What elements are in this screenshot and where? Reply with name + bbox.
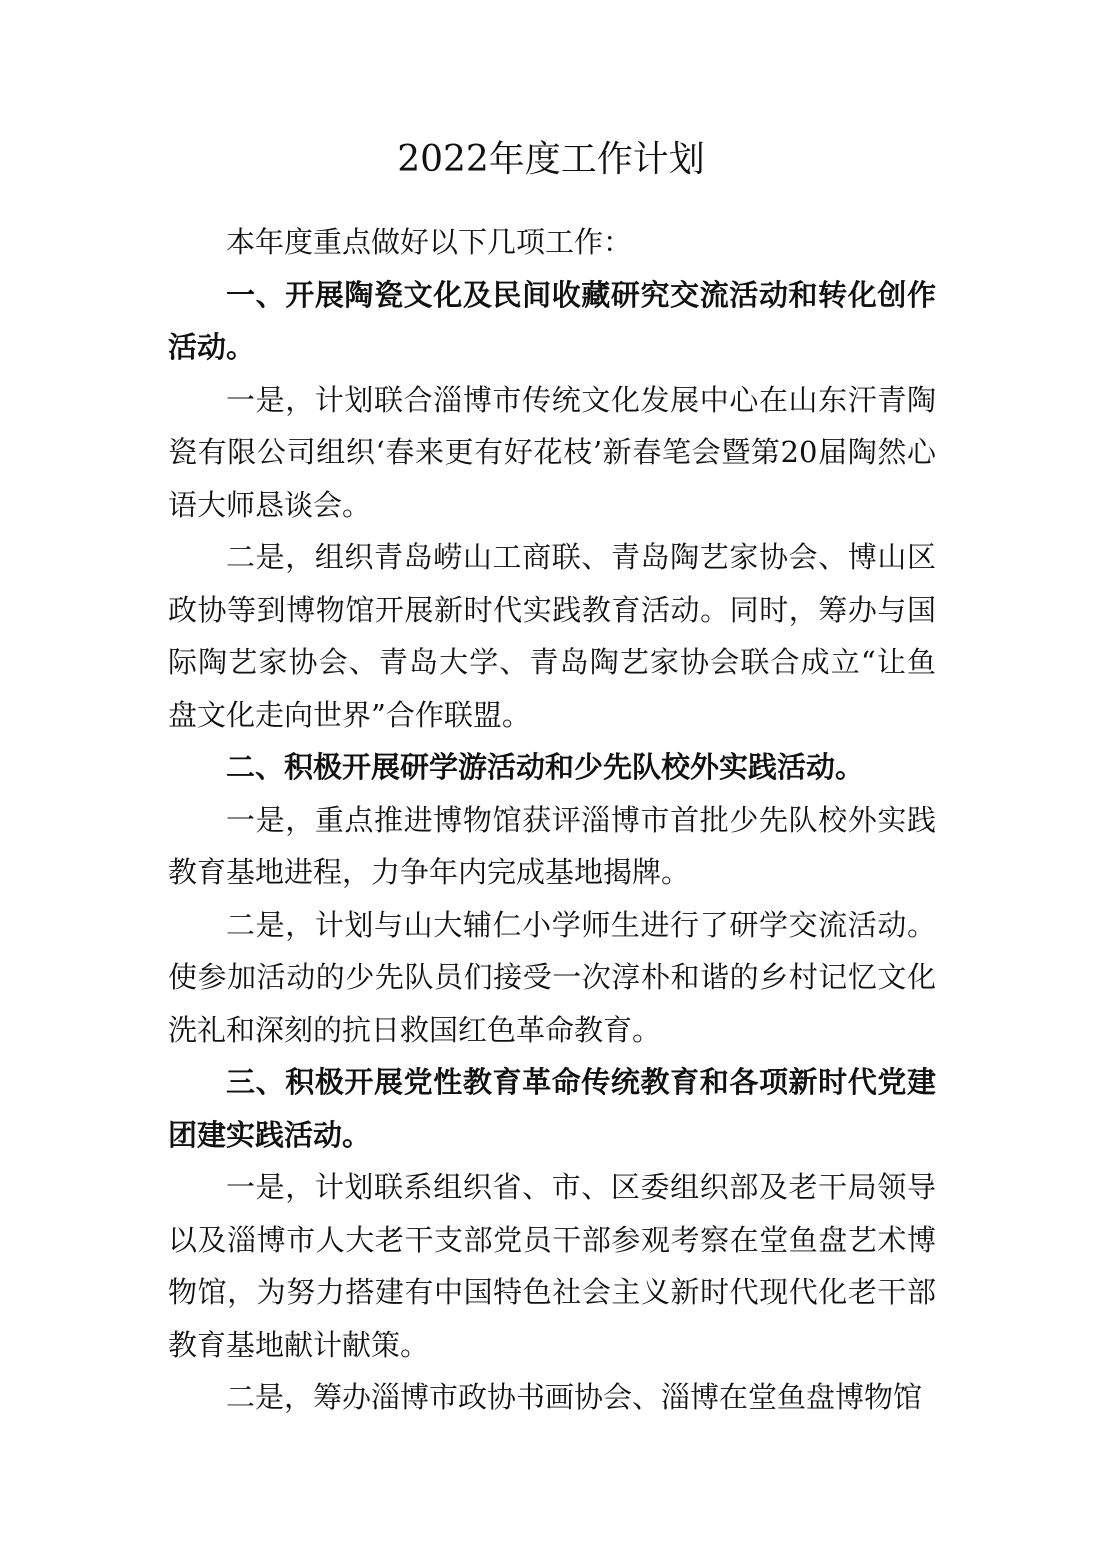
- section-heading-3: 三、积极开展党性教育革命传统教育和各项新时代党建团建实践活动。: [168, 1065, 936, 1152]
- section-heading-2: 二、积极开展研学游活动和少先队校外实践活动。: [226, 750, 865, 784]
- body-paragraph: 一是，计划联系组织省、市、区委组织部及老干局领导以及淄博市人大老干支部党员干部参观考察在堂鱼盘艺术博物馆，为努力搭建有中国特色社会主义新时代现代化老干部教育基地献计献策。: [168, 1170, 936, 1362]
- body-paragraph: 二是，组织青岛崂山工商联、青岛陶艺家协会、博山区政协等到博物馆开展新时代实践教育活动。同时，筹办与国际陶艺家协会、青岛大学、青岛陶艺家协会联合成立“让鱼盘文化走向世界”合作联盟。: [168, 540, 936, 732]
- document-title: 2022年度工作计划: [397, 139, 705, 180]
- body-paragraph: 一是，计划联合淄博市传统文化发展中心在山东汗青陶瓷有限公司组织‘春来更有好花枝’新春笔会暨第20届陶然心语大师恳谈会。: [168, 382, 936, 522]
- body-paragraph: 一是，重点推进博物馆获评淄博市首批少先队校外实践教育基地进程，力争年内完成基地揭牌。: [168, 802, 936, 889]
- body-paragraph: 二是，筹办淄博市政协书画协会、淄博在堂鱼盘博物馆: [226, 1380, 923, 1414]
- body-paragraph: 二是，计划与山大辅仁小学师生进行了研学交流活动。使参加活动的少先队员们接受一次淳朴和谐的乡村记忆文化洗礼和深刻的抗日救国红色革命教育。: [168, 907, 936, 1047]
- section-heading-1: 一、开展陶瓷文化及民间收藏研究交流活动和转化创作活动。: [168, 277, 936, 364]
- intro-paragraph: 本年度重点做好以下几项工作：: [226, 225, 633, 259]
- document-body: [168, 216, 936, 1424]
